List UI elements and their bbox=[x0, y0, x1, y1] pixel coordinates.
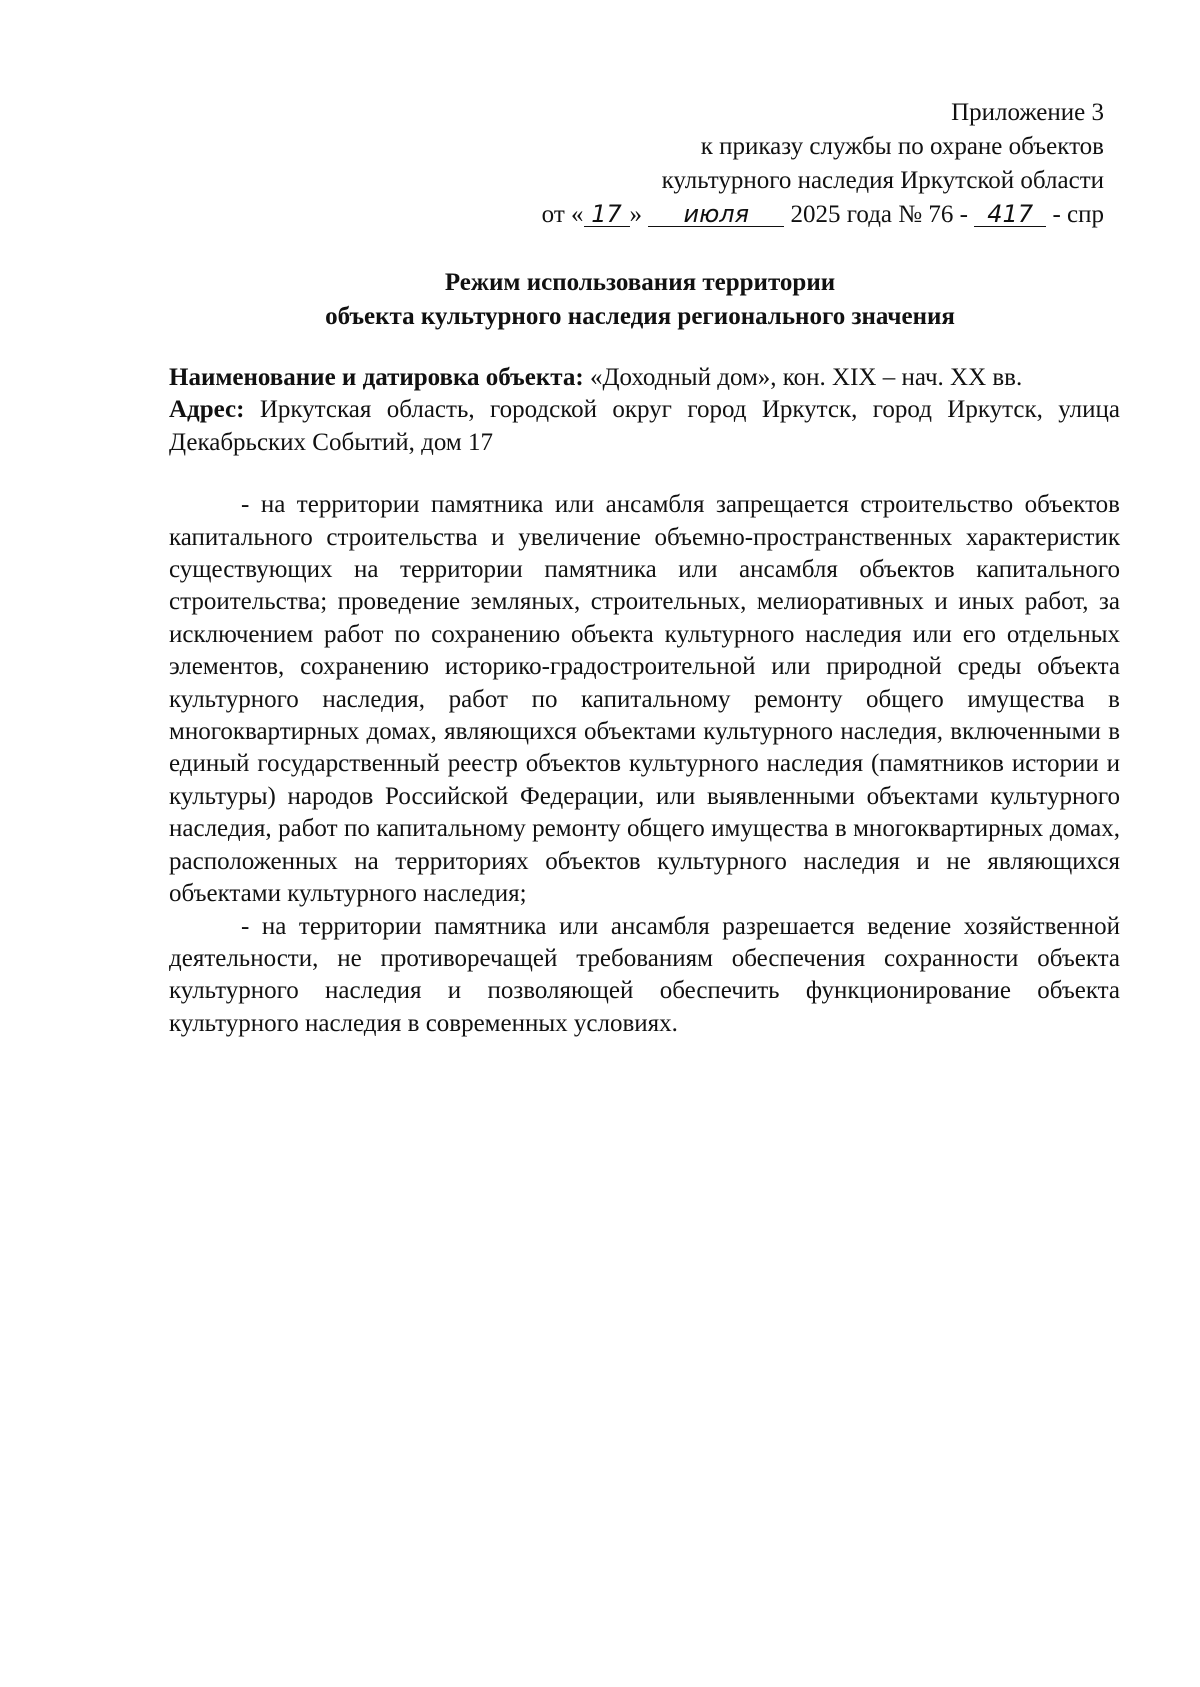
date-mid: » bbox=[629, 201, 643, 228]
appendix-number: Приложение 3 bbox=[951, 99, 1104, 126]
rule-prohibition: - на территории памятника или ансамбля запрещается строительство объектов капитального строительства и увеличение объемно-пространственных характеристик существующих на территории памятника или ансамбля объектов капитального строительства; проведение земляных, строительных, мелиоративных и иных работ, за исключением работ по сохранению объекта культурного наследия или его отдельных элементов, сохранению историко-градостроительной или природной среды объекта культурного наследия, работ по капитальному ремонту общего имущества в многоквартирных домах, являющихся объектами культурного наследия, включенными в единый государственный реестр объектов культурного наследия (памятников истории и культуры) народов Российской Федерации, или выявленными объектами культурного наследия, работ по капитальному ремонту общего имущества в многоквартирных домах, расположенных на территориях объектов культурного наследия и не являющихся объектами культурного наследия; bbox=[169, 491, 1120, 908]
paragraph-spacer bbox=[169, 459, 1120, 489]
handwritten-month: июля bbox=[648, 202, 784, 227]
date-year: 2025 года № 76 - bbox=[790, 201, 968, 228]
date-prefix: от « bbox=[541, 201, 584, 228]
order-suffix: - спр bbox=[1052, 201, 1104, 228]
handwritten-order-number: 417 bbox=[974, 202, 1046, 227]
object-name-paragraph bbox=[169, 362, 1120, 394]
order-reference-line2: культурного наследия Иркутской области bbox=[661, 167, 1104, 194]
handwritten-day: 17 bbox=[584, 202, 630, 227]
rule-permission: - на территории памятника или ансамбля разрешается ведение хозяйственной деятельности, не противоречащей требованиям обеспечения сохранности объекта культурного наследия и позволяющей обеспечить функционирование объекта культурного наследия в современных условиях. bbox=[169, 912, 1120, 1037]
order-date-line bbox=[404, 198, 1104, 232]
object-name-value: «Доходный дом», кон. XIX – нач. XX вв. bbox=[589, 364, 1023, 391]
address-value: Иркутская область, городской округ город Иркутск, город Иркутск, улица Декабрьских Событий, дом 17 bbox=[169, 396, 1120, 456]
address-label: Адрес: bbox=[169, 396, 245, 424]
title-line1: Режим использования территории bbox=[444, 269, 836, 296]
address-paragraph bbox=[169, 394, 1120, 459]
appendix-header bbox=[404, 96, 1104, 232]
document-body bbox=[169, 362, 1120, 1040]
title-line2: объекта культурного наследия регионального значения bbox=[325, 303, 955, 330]
order-reference-line1: к приказу службы по охране объектов bbox=[700, 133, 1104, 160]
document-title bbox=[160, 266, 1120, 334]
object-name-label: Наименование и датировка объекта: bbox=[169, 364, 584, 391]
